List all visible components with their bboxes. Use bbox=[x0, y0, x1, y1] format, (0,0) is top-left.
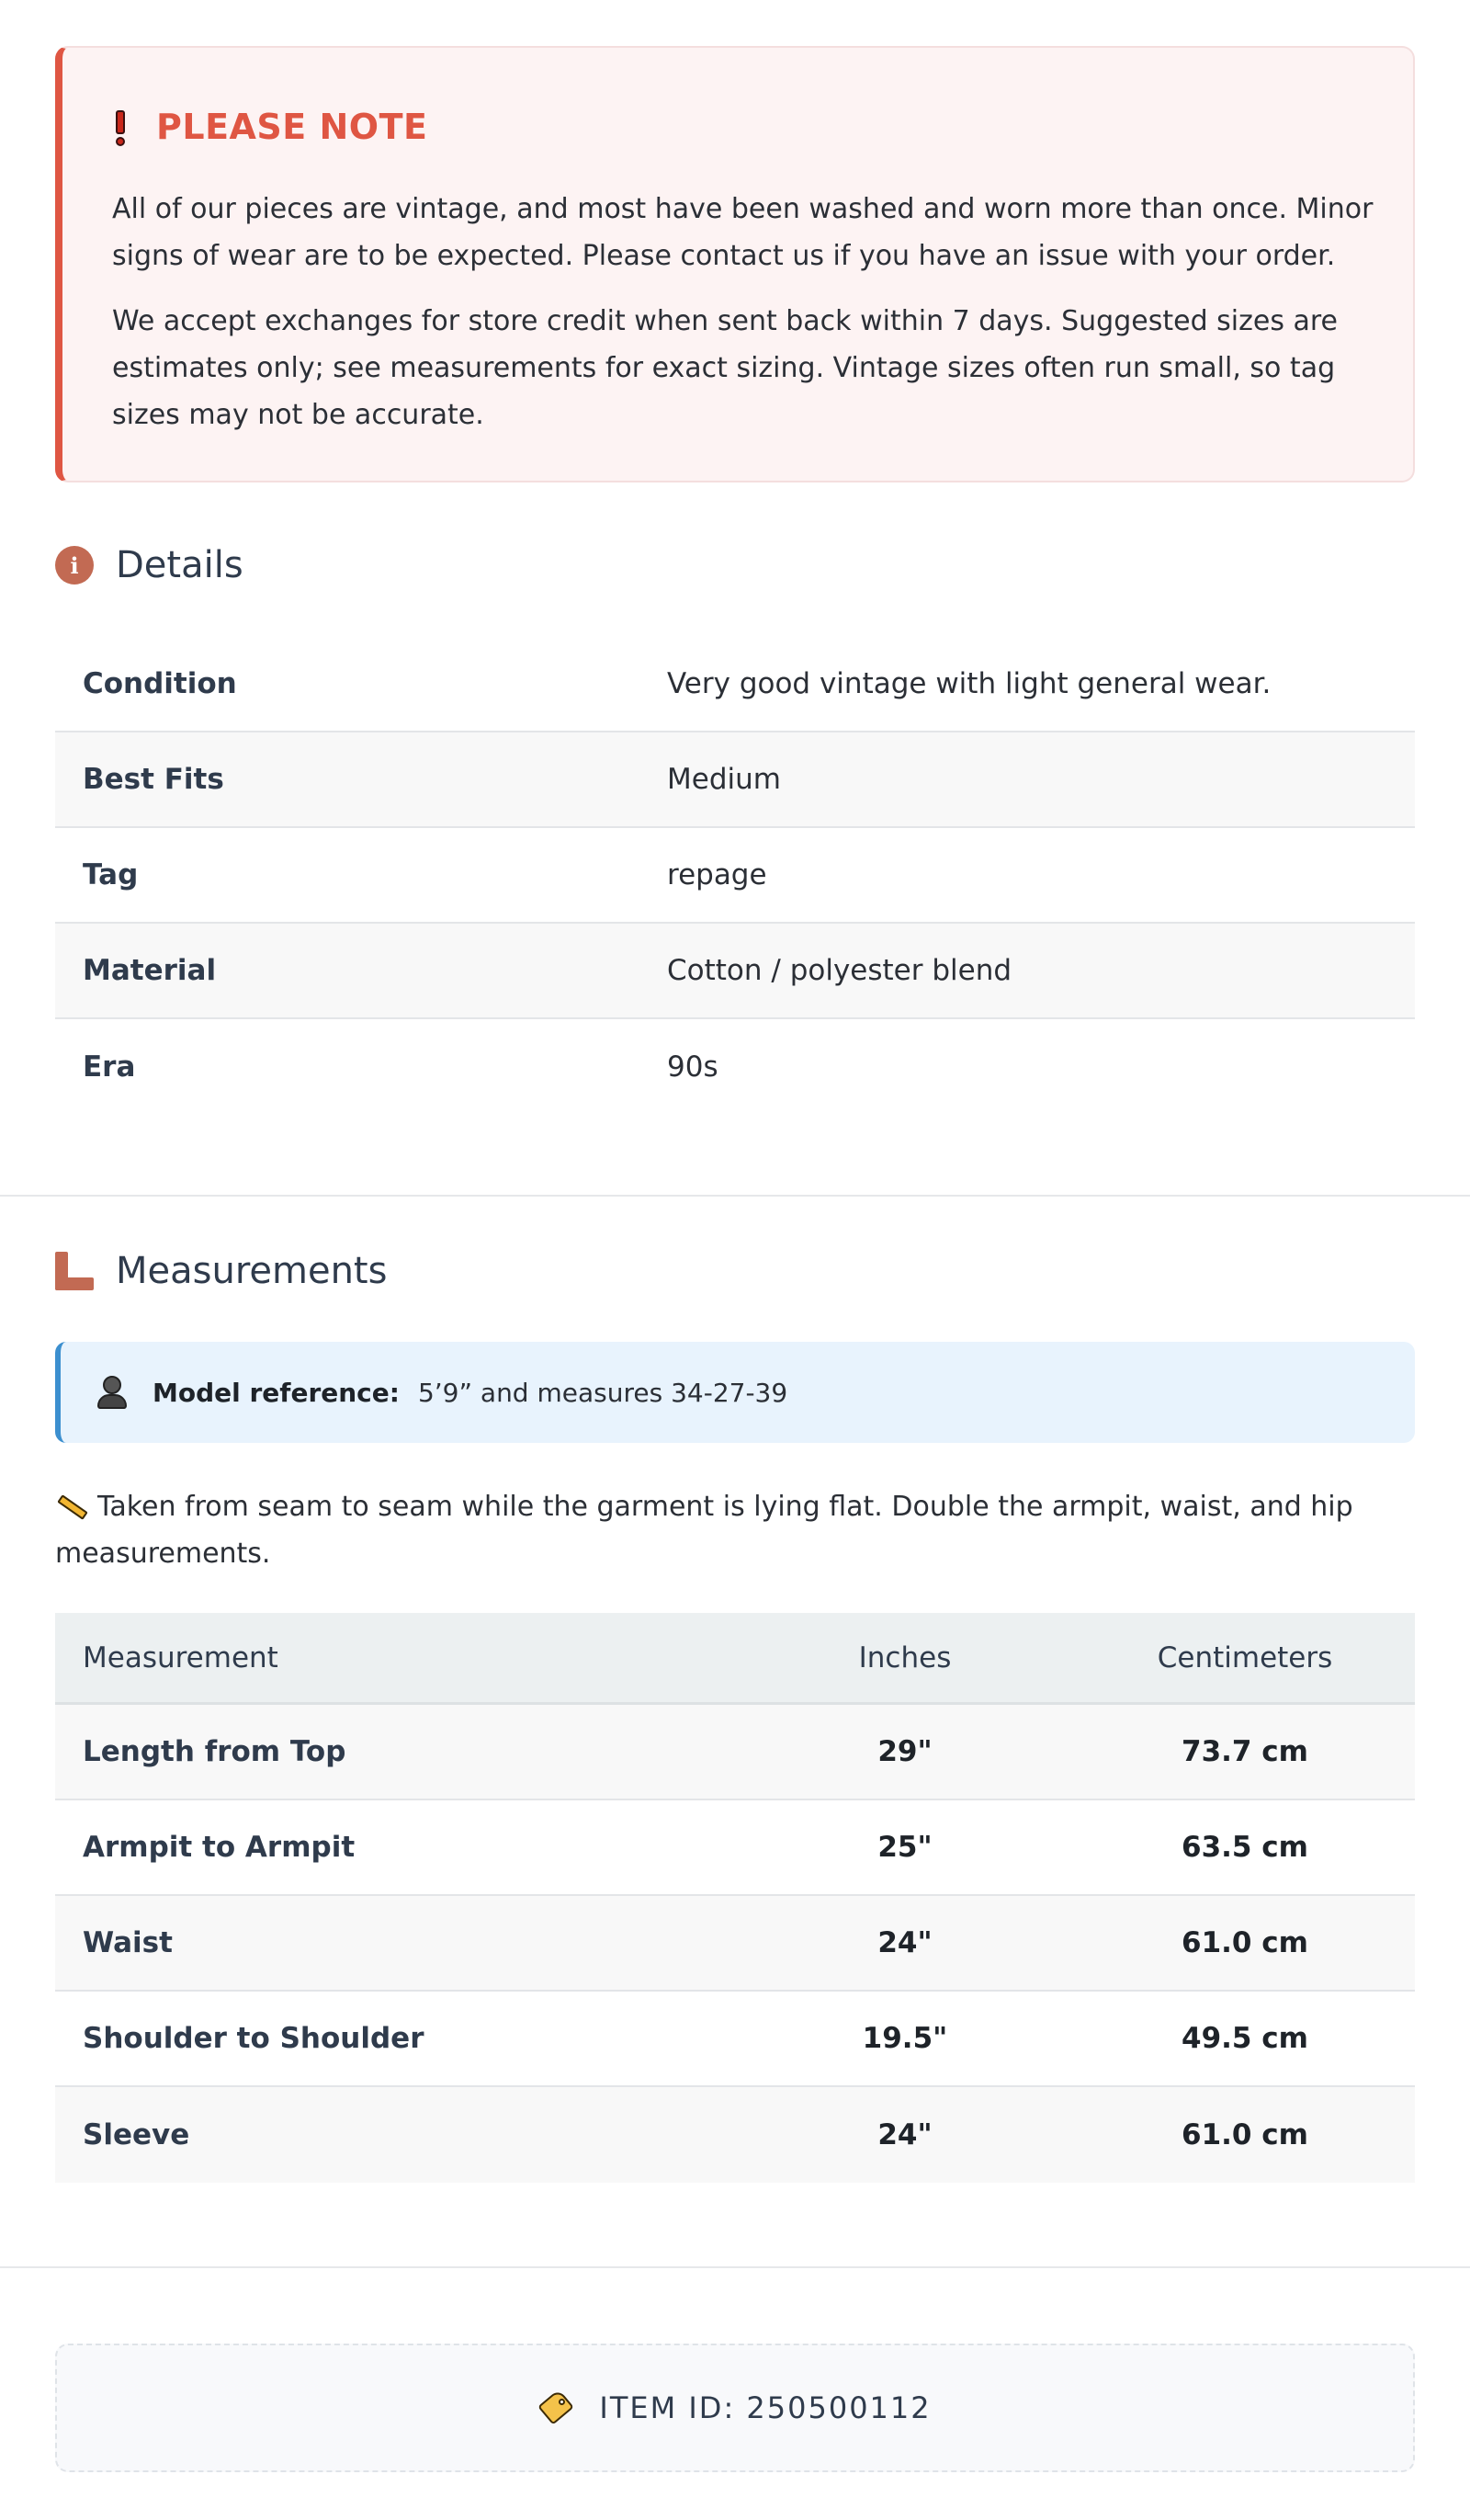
table-row bbox=[55, 1019, 1415, 1115]
person-icon bbox=[96, 1376, 129, 1409]
measurement-cm: 61.0 cm bbox=[1182, 2118, 1308, 2151]
item-id-text: ITEM ID: 250500112 bbox=[599, 2390, 932, 2425]
measurements-table bbox=[55, 1613, 1415, 2183]
detail-value: Very good vintage with light general wear. bbox=[667, 667, 1272, 700]
model-reference-label: Model reference: bbox=[153, 1377, 400, 1408]
detail-value: 90s bbox=[667, 1050, 718, 1084]
details-heading-text: Details bbox=[116, 544, 243, 586]
tag-icon bbox=[538, 2389, 575, 2426]
table-row bbox=[55, 1992, 1415, 2087]
table-row bbox=[55, 732, 1415, 828]
item-id-box bbox=[55, 2344, 1415, 2472]
measurement-inches: 25" bbox=[877, 1831, 933, 1864]
measurement-inches: 19.5" bbox=[862, 2022, 948, 2055]
column-header: Inches bbox=[858, 1640, 952, 1674]
section-divider bbox=[0, 1195, 1470, 1197]
measurement-cm: 63.5 cm bbox=[1182, 1831, 1308, 1864]
column-header: Measurement bbox=[83, 1640, 278, 1674]
measurement-name: Waist bbox=[83, 1926, 173, 1959]
exclamation-icon bbox=[107, 107, 134, 147]
detail-value: Medium bbox=[667, 763, 781, 796]
notice-title-text: PLEASE NOTE bbox=[156, 107, 428, 147]
measurement-inches: 24" bbox=[877, 1926, 933, 1959]
measurement-name: Shoulder to Shoulder bbox=[83, 2022, 424, 2055]
measurement-note-text: Taken from seam to seam while the garment is lying flat. Double the armpit, waist, and hip measurements. bbox=[55, 1491, 1353, 1570]
notice-title bbox=[107, 107, 427, 147]
pencil-icon bbox=[55, 1492, 86, 1519]
ruler-icon bbox=[55, 1252, 94, 1290]
measurement-name: Length from Top bbox=[83, 1735, 346, 1768]
measurement-inches: 29" bbox=[877, 1735, 933, 1768]
please-note-box bbox=[55, 46, 1415, 482]
details-table bbox=[55, 637, 1415, 1115]
detail-label: Tag bbox=[83, 858, 139, 891]
detail-value: repage bbox=[667, 858, 767, 891]
measurement-note bbox=[55, 1483, 1360, 1577]
info-icon: i bbox=[55, 546, 94, 585]
measurement-inches: 24" bbox=[877, 2118, 933, 2151]
measurements-heading bbox=[55, 1250, 387, 1292]
detail-label: Era bbox=[83, 1050, 136, 1084]
table-row bbox=[55, 828, 1415, 924]
table-row bbox=[55, 1800, 1415, 1896]
table-row bbox=[55, 2087, 1415, 2183]
notice-paragraph: All of our pieces are vintage, and most have been washed and worn more than once. Minor signs of wear are to be expected. Please contact us if you have an issue with your order. bbox=[112, 193, 1374, 272]
table-row bbox=[55, 1896, 1415, 1992]
details-heading bbox=[55, 544, 243, 586]
section-divider bbox=[0, 2266, 1470, 2268]
detail-label: Material bbox=[83, 954, 217, 987]
model-reference bbox=[55, 1342, 1415, 1443]
detail-value: Cotton / polyester blend bbox=[667, 954, 1012, 987]
model-reference-value: 5’9” and measures 34-27-39 bbox=[417, 1377, 788, 1408]
measurement-cm: 61.0 cm bbox=[1182, 1926, 1308, 1959]
table-row bbox=[55, 924, 1415, 1019]
detail-label: Condition bbox=[83, 667, 237, 700]
measurement-cm: 49.5 cm bbox=[1182, 2022, 1308, 2055]
measurement-cm: 73.7 cm bbox=[1182, 1735, 1308, 1768]
measurements-heading-text: Measurements bbox=[116, 1250, 388, 1292]
measurement-name: Armpit to Armpit bbox=[83, 1831, 356, 1864]
table-row bbox=[55, 637, 1415, 732]
column-header: Centimeters bbox=[1157, 1640, 1333, 1674]
notice-paragraph: We accept exchanges for store credit when sent back within 7 days. Suggested sizes are estimates only; see measurements for exact sizing. Vintage sizes often run small, so tag sizes may not be accurate. bbox=[112, 305, 1339, 431]
table-header bbox=[55, 1613, 1415, 1705]
detail-label: Best Fits bbox=[83, 763, 224, 796]
table-row bbox=[55, 1705, 1415, 1800]
measurement-name: Sleeve bbox=[83, 2118, 190, 2151]
